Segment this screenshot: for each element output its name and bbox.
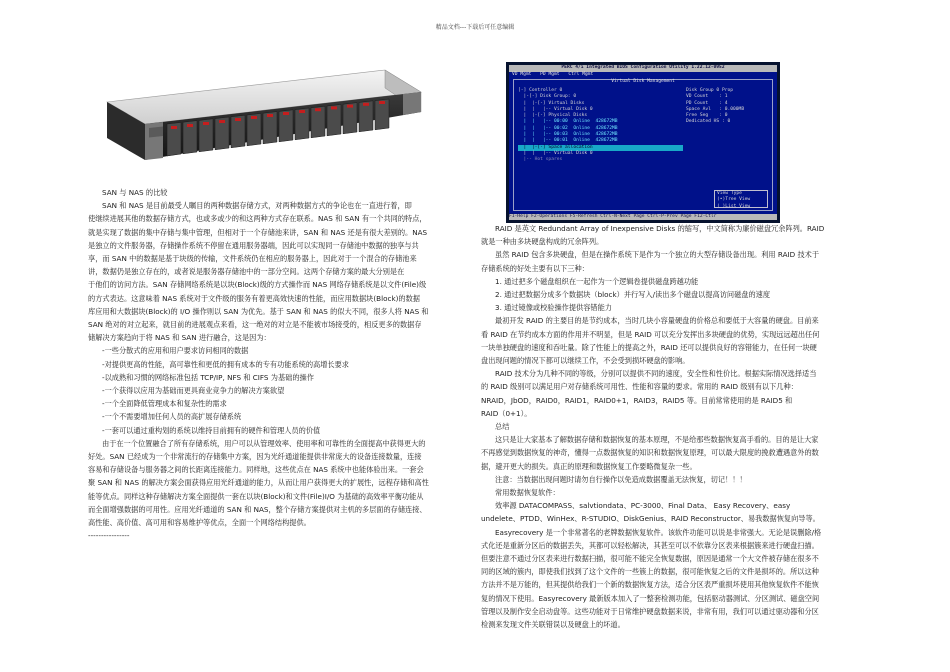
text-line: NRAID，JbOD，RAID0，RAID1，RAID0+1，RAID3，RAID5 等。目前常常使用的是 RAID5 和 bbox=[481, 395, 793, 405]
text-line: 好处。SAN 已经成为一个非常流行的存储集中方案，因为光纤通道能提供非常庞大的设备连接数量，连接 bbox=[88, 452, 422, 462]
text-line: SAN 和 NAS 是目前最受人瞩目的两种数据存储方式，对两种数据方式的争论也在一直进行着，即 bbox=[102, 201, 412, 211]
bios-view-tree: (•)Tree View bbox=[717, 197, 751, 203]
text-line: 检测来发现文件关联错误以及硬盘上的坏道。 bbox=[481, 620, 625, 630]
bios-view-type-title: View Type bbox=[717, 191, 742, 196]
bios-panel-title: Virtual Disk Management bbox=[611, 79, 675, 84]
text-line: RAID（0+1）。 bbox=[481, 408, 532, 418]
text-line: 虽然 RAID 包含多块硬盘，但是在操作系统下是作为一个独立的大型存储设备出现。利用 RAID 技术于 bbox=[495, 250, 820, 260]
text-line: 效率源 DATACOMPASS、salvtiondata、PC-3000、Final Data、 Easy Recovery、easy bbox=[495, 501, 791, 511]
bios-tree-line: |-[-] Disk Group: 0 bbox=[518, 94, 577, 100]
bios-tree-line: [-] Controller 0 bbox=[518, 88, 563, 93]
text-line: 式化还是重新分区后的数据丢失，其都可以轻松解决，其甚至可以不依靠分区表来根据簇来进行硬盘扫描。 bbox=[481, 540, 819, 550]
text-line: 同的区域的簇内，即使我们找到了这个文件的一些簇上的数据，很可能恢复之后的文件是损坏的。所以这种 bbox=[481, 567, 819, 577]
text-line: Easyrecovery 是一个非常著名的老牌数据恢复软件。该软件功能可以说是非常强大。无论是误删除/格 bbox=[495, 527, 822, 537]
text-line: 注意：当数据出现问题时请勿自行操作以免造成数据覆盖无法恢复，切记！！！ bbox=[495, 474, 747, 484]
text-line: 复的情况下使用。Easyrecovery 最新版本加入了一整套检测功能，包括驱动器测试、分区测试、磁盘空间 bbox=[481, 593, 820, 603]
text-line: 于他们的访问方法。SAN 存储网络系统是以块(Block)级的方式操作而 NAS 网络存储系统是以文件(File)级 bbox=[88, 280, 427, 290]
bios-view-type bbox=[714, 190, 768, 208]
text-line: -一套可以通过重构划的系统以维持目前拥有的硬件和管理人员的价值 bbox=[102, 425, 321, 435]
bios-info-line: VD Count : 1 bbox=[686, 94, 728, 100]
text-line: 最初开发 RAID 的主要目的是节约成本，当时几块小容量硬盘的价格总和要低于大容量的硬盘。目前来 bbox=[495, 316, 819, 326]
text-line: 方法并不是万能的，但其提供给我们一个新的数据恢复方法，适合分区表严重损坏使用其他恢复软件不能恢 bbox=[481, 580, 819, 590]
text-line: 高性能、高价值、高可用和容易维护等优点，全面一个网络结构提供。 bbox=[88, 518, 311, 528]
bios-tree bbox=[518, 88, 683, 164]
bios-tree-line: | |-[-] Physical Disks bbox=[518, 113, 588, 119]
text-line: 看 RAID 在节约成本方面的作用并不明显，但是 RAID 可以充分发挥出多块硬盘的优势，实现远远超出任何 bbox=[481, 329, 820, 339]
bios-tree-line: | | |-- 00:02 Online 428672MB bbox=[518, 125, 618, 131]
text-line: -一个获得以应用为基础而更具商业竞争力的解决方案欲望 bbox=[102, 386, 285, 396]
bios-title-bar: PERC 4/i Integrated BIOS Configuration Utility 1.22.12-0952 bbox=[509, 65, 777, 72]
text-line: 的方式表达。这意味着 NAS 系统对于文件级的服务有着更高效快速的性能，而应用数据块(Block)的数据 bbox=[88, 293, 420, 303]
bios-footer: F1-Help F2-Operations F5-Refresh Ctrl-N-Next Page Ctrl-P-Prev Page F12-Ctlr bbox=[509, 214, 777, 220]
bios-tree-line: | | |-- 00:00 Online 428672MB bbox=[518, 119, 618, 125]
text-line: 总结 bbox=[495, 422, 510, 432]
bios-tree-line: | |-[-] Virtual Disks bbox=[518, 100, 585, 106]
bios-vd-panel bbox=[513, 79, 773, 211]
text-line: 这只是让大家基本了解数据存储和数据恢复的基本原理，不是给那些数据恢复高手看的。目的是让大家 bbox=[495, 435, 819, 445]
text-line: -一个全面降低管理成本和复杂性的需求 bbox=[102, 399, 227, 409]
bios-view-list: ( )List View bbox=[717, 203, 751, 209]
text-line: -一个不需要增加任何人员的高扩展存储系统 bbox=[102, 412, 242, 422]
text-line: 管理以及制作安全启动盘等。这些功能对于日常维护硬盘数据来说，非常有用，我们可以通过驱动器和分区 bbox=[481, 606, 819, 616]
text-line: 容易和存储设备与服务器之间的长距离连接能力。同样地，这些优点在 NAS 系统中也能体验出来。一套会 bbox=[88, 465, 424, 475]
bios-tree-line: | | |-- 00:01 Online 428672MB bbox=[518, 138, 618, 144]
text-line: SAN 与 NAS 的比较 bbox=[102, 188, 168, 197]
text-line: 据，避开更大的损失。真正的原理和数据恢复工作要略微复杂一些。 bbox=[481, 461, 697, 471]
left-column-text bbox=[88, 186, 460, 542]
text-line: -一些分散式的应用和用户要求访问相同的数据 bbox=[102, 346, 249, 356]
bios-info-line: Space Avl : 0.000MB bbox=[686, 106, 745, 112]
text-line: 而全面增强数据的可用性。应用光纤通道的 SAN 和 NAS，整个存储方案提供对主机的多层面的存储连接、 bbox=[88, 504, 427, 514]
page-header: 精品文档---下载后可任意编辑 bbox=[435, 24, 515, 31]
text-line: 能等优点。同样这种存储解决方案全面提供一套在以块(Block)和文件(File)I/O 为基础的高效率平衡功能从 bbox=[88, 491, 424, 501]
bios-info bbox=[686, 88, 768, 126]
bios-menu-vd-mgmt: VD Mgmt bbox=[512, 72, 532, 77]
text-line: 1. 通过把多个磁盘组织在一起作为一个逻辑卷提供磁盘跨越功能 bbox=[495, 276, 699, 286]
text-line: RAID 是英文 Redundant Array of Inexpensive Disks 的缩写，中文简称为廉价磁盘冗余阵列。RAID bbox=[495, 224, 825, 233]
bios-menu-ctrl-mgmt: Ctrl Mgmt bbox=[568, 72, 594, 77]
text-line: 是独立的文件服务器，存储操作系统不停留在通用服务器端，因此可以实现同一存储池中数据的独享与共 bbox=[88, 240, 419, 250]
bios-menu-pd-mgmt: PD Mgmt bbox=[540, 72, 560, 77]
bios-info-line: Disk Group 0 Prop bbox=[686, 88, 734, 93]
server-photo bbox=[85, 62, 430, 180]
text-line: 存储系统的好处主要有以下三种： bbox=[481, 263, 589, 273]
bios-info-line: PD Count : 4 bbox=[686, 100, 728, 106]
bios-info-line: Free Seg : 0 bbox=[686, 113, 728, 119]
text-line: 常用数据恢复软件： bbox=[495, 488, 560, 498]
text-line: 使继续进展其他的数据存储方式，也或多或少的和这两种方式存在联系。NAS 和 SAN 有一个共同的特点， bbox=[88, 214, 427, 224]
text-line: 就是一种由多块硬盘构成的冗余阵列。 bbox=[481, 237, 604, 247]
bios-tree-line: | |-[-] Space allocation bbox=[518, 145, 683, 151]
raid-bios-screenshot bbox=[506, 62, 780, 223]
bios-menu-bar bbox=[509, 72, 777, 78]
text-line: 2. 通过把数据分成多个数据块（block）并行写入/读出多个磁盘以提高访问磁盘的速度 bbox=[495, 290, 771, 300]
text-line: RAID 技术分为几种不同的等级，分别可以提供不同的速度，安全性和性价比。根据实际情况选择适当 bbox=[495, 369, 817, 379]
text-line: 储解决方案趋向于将 NAS 和 SAN 进行融合，这是因为： bbox=[88, 333, 271, 343]
text-line: ---------------- bbox=[88, 531, 130, 541]
text-line: 3. 通过镜像或校验操作提供容错能力 bbox=[495, 303, 612, 313]
text-line: 聚 SAN 和 NAS 的解决方案会面获得应用光纤通道的能力，从而让用户获得更大的扩展性，远程存储和高性 bbox=[88, 478, 429, 488]
bios-tree-line: | | |-- Virtual Disk 0 bbox=[518, 106, 593, 112]
text-line: 库应用和大数据块(Block)的 I/O 操作则以 SAN 为优先。基于 SAN 和 NAS 的似大不同，很多人将 NAS 和 bbox=[88, 306, 429, 316]
text-line: 的 RAID 级别可以满足用户对存储系统可用性、性能和容量的要求。常用的 RAID 级别有以下几种： bbox=[481, 382, 798, 392]
text-line: -对提供更高的性能，高可靠性和更低的拥有成本的专有功能系统的高增长要求 bbox=[102, 359, 349, 369]
bios-tree-line: | | |-- 00:03 Online 428672MB bbox=[518, 132, 618, 138]
bios-info-line: Dedicated HS : 0 bbox=[686, 119, 731, 125]
right-column-text bbox=[481, 222, 854, 631]
bios-tree-line: |-- Hot spares bbox=[518, 157, 563, 163]
text-line: 由于在一个位置融合了所有存储系统，用户可以从管理效率、使用率和可靠性的全面提高中获得更大的 bbox=[102, 438, 426, 448]
bios-tree-line: | | |-- Virtual Disk 0 bbox=[518, 150, 593, 156]
text-line: 就是实现了数据的集中存储与集中管理，但相对于一个存储池来讲，SAN 和 NAS 还是有很大差别的。NAS bbox=[88, 227, 428, 237]
text-line: SAN 绝对的对立起来，就目前的进展观点来看，这一绝对的对立是不能被市场接受的，相反更多的数据存 bbox=[88, 320, 422, 330]
text-line: undelete、PTDD、WinHex、R-STUDIO、DiskGenius、RAID Reconstructor、易我数据恢复向导等。 bbox=[481, 514, 820, 524]
text-line: -以成熟和习惯的网络标准包括 TCP/IP, NFS 和 CIFS 为基础的操作 bbox=[102, 372, 314, 382]
text-line: 盘出现问题的情况下都可以继续工作，不会受到损坏硬盘的影响。 bbox=[481, 356, 690, 366]
text-line: 讲，数据仍是独立存在的，或者说是服务器存储池中的一部分空间。这两个存储方案的最大分别是在 bbox=[88, 267, 405, 277]
text-line: 一块单独硬盘的速度和吞吐量。除了性能上的提高之外，RAID 还可以提供良好的容错能力，在任何一块硬 bbox=[481, 342, 817, 352]
text-line: 不再感觉到数据恢复的神奇，懂得一点数据恢复的知识和数据恢复原理，可以最大限度的挽救遭遇意外的数 bbox=[481, 448, 819, 458]
text-line: 但要注意不通过分区表来进行数据扫描，很可能不能完全恢复数据，原因是通常一个大文件被存储在很多不 bbox=[481, 554, 819, 564]
text-line: 享，而 SAN 中的数据是基于块级的传输，文件系统仍在相应的服务器上，因此对于一个混合的存储池来 bbox=[88, 254, 417, 264]
